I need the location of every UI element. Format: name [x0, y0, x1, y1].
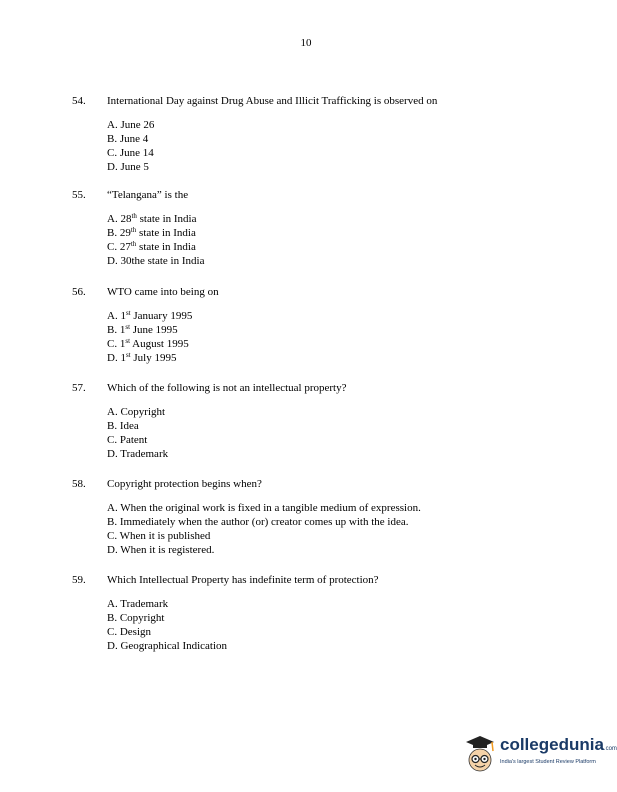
- options-list: [107, 501, 421, 557]
- options-list: [107, 405, 168, 461]
- options-list: [107, 118, 154, 174]
- question-text: “Telangana” is the: [107, 189, 189, 201]
- option: C. June 14: [107, 147, 154, 159]
- question-number: 54.: [72, 95, 86, 107]
- option: C. 27th state in India: [107, 240, 196, 253]
- options-list: [107, 309, 192, 365]
- option: B. Copyright: [107, 612, 165, 624]
- option: B. Idea: [107, 420, 139, 432]
- option: D. 30the state in India: [107, 255, 205, 267]
- logo-wordmark: collegedunia: [500, 735, 604, 754]
- question-text: WTO came into being on: [107, 286, 219, 298]
- option: D. When it is registered.: [107, 544, 215, 556]
- option: C. Design: [107, 626, 151, 638]
- option: A. Copyright: [107, 406, 166, 418]
- mascot-icon: [462, 733, 498, 779]
- question-number: 58.: [72, 478, 86, 490]
- page-number: 10: [300, 37, 312, 49]
- question-number: 55.: [72, 189, 86, 201]
- option: D. Geographical Indication: [107, 640, 228, 652]
- option: A. June 26: [107, 119, 155, 131]
- option: D. 1st July 1995: [107, 351, 177, 364]
- option: C. Patent: [107, 434, 148, 446]
- option: B. June 4: [107, 133, 149, 145]
- option: A. 28th state in India: [107, 212, 197, 225]
- option: B. Immediately when the author (or) creator comes up with the idea.: [107, 516, 409, 528]
- question-text: Which Intellectual Property has indefinite term of protection?: [107, 574, 379, 586]
- option: C. When it is published: [107, 530, 211, 542]
- option: D. Trademark: [107, 448, 169, 460]
- option: C. 1st August 1995: [107, 337, 189, 350]
- option: A. Trademark: [107, 598, 169, 610]
- logo-tagline: India's largest Student Review Platform: [500, 759, 596, 765]
- option: D. June 5: [107, 161, 149, 173]
- question-number: 57.: [72, 382, 86, 394]
- option: B. 1st June 1995: [107, 323, 178, 336]
- question-text: Copyright protection begins when?: [107, 478, 262, 490]
- option: A. 1st January 1995: [107, 309, 193, 322]
- collegedunia-logo: [462, 733, 617, 779]
- question-number: 56.: [72, 286, 86, 298]
- option: A. When the original work is fixed in a tangible medium of expression.: [107, 502, 421, 514]
- question-text: Which of the following is not an intellectual property?: [107, 382, 347, 394]
- options-list: [107, 597, 227, 653]
- logo-tld: .com: [603, 746, 617, 752]
- option: B. 29th state in India: [107, 226, 196, 239]
- question-number: 59.: [72, 574, 86, 586]
- options-list: [107, 212, 204, 268]
- question-text: International Day against Drug Abuse and Illicit Trafficking is observed on: [107, 95, 438, 107]
